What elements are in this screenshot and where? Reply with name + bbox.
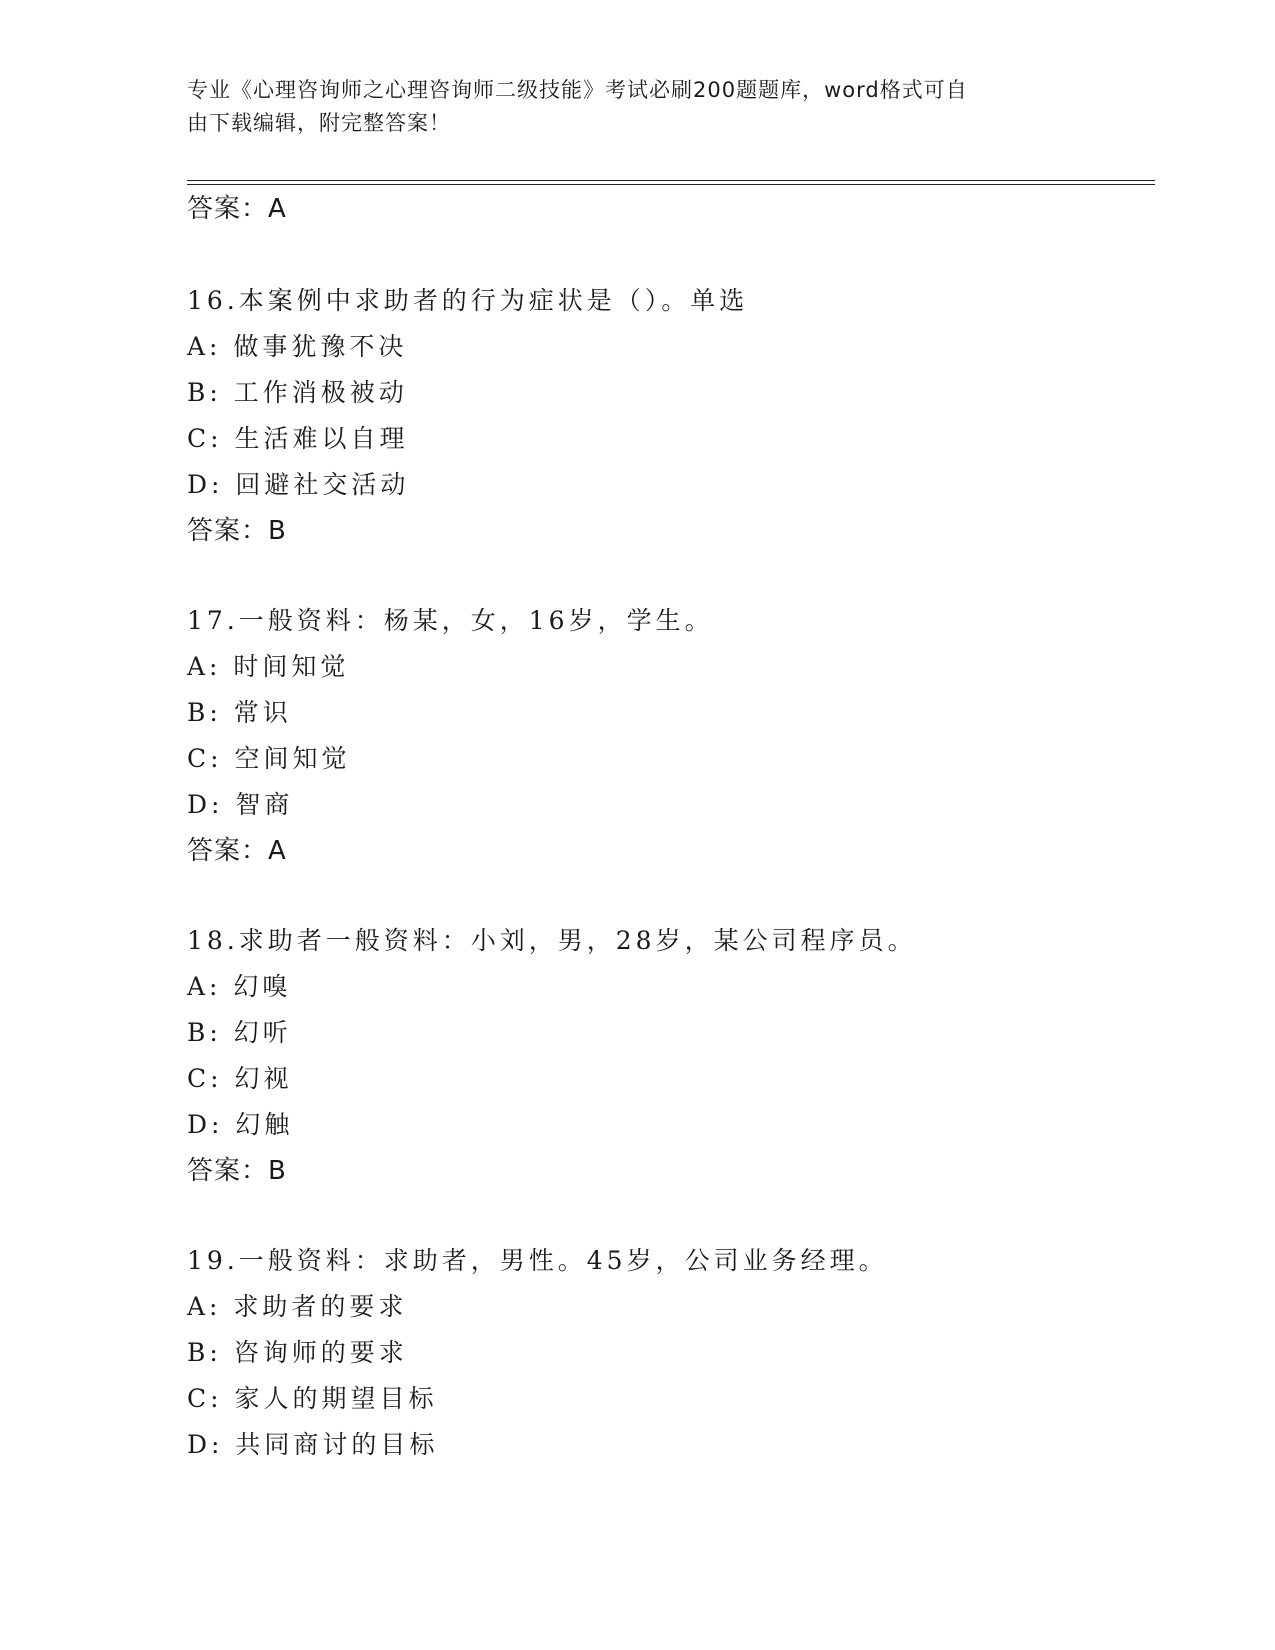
option-d: D: 共同商讨的目标	[187, 1430, 439, 1459]
question-block-16	[187, 278, 1147, 554]
answer-line: 答案：A	[187, 194, 287, 224]
answer-line: 答案：B	[187, 516, 287, 546]
question-content	[187, 186, 1147, 1468]
option-d: D: 幻触	[187, 1110, 294, 1139]
option-b: B: 咨询师的要求	[187, 1338, 408, 1367]
option-c: C: 家人的期望目标	[187, 1384, 438, 1413]
header-line-1: 专业《心理咨询师之心理咨询师二级技能》考试必刷200题题库，word格式可自	[187, 78, 968, 102]
answer-line: 答案：A	[187, 836, 287, 866]
option-b: B: 常识	[187, 698, 292, 727]
question-stem: 19.一般资料：求助者，男性。45岁，公司业务经理。	[187, 1246, 888, 1275]
option-a: A: 求助者的要求	[187, 1292, 408, 1321]
header-rule-bottom	[187, 184, 1155, 185]
header-line-2: 由下载编辑，附完整答案！	[187, 111, 451, 135]
option-c: C: 生活难以自理	[187, 424, 409, 453]
option-a: A: 做事犹豫不决	[187, 332, 408, 361]
header-rule-top	[187, 180, 1155, 181]
question-stem: 17.一般资料：杨某，女，16岁，学生。	[187, 606, 714, 635]
option-b: B: 幻听	[187, 1018, 292, 1047]
answer-line: 答案：B	[187, 1156, 287, 1186]
option-b: B: 工作消极被动	[187, 378, 408, 407]
option-c: C: 空间知觉	[187, 744, 351, 773]
document-header	[187, 74, 1087, 140]
option-d: D: 智商	[187, 790, 294, 819]
option-c: C: 幻视	[187, 1064, 293, 1093]
question-block-18	[187, 918, 1147, 1194]
question-block-17	[187, 598, 1147, 874]
question-stem: 18.求助者一般资料：小刘，男，28岁，某公司程序员。	[187, 926, 917, 955]
question-block-19	[187, 1238, 1147, 1468]
option-a: A: 时间知觉	[187, 652, 350, 681]
option-d: D: 回避社交活动	[187, 470, 410, 499]
question-stem: 16.本案例中求助者的行为症状是（）。单选	[187, 286, 749, 315]
option-a: A: 幻嗅	[187, 972, 292, 1001]
